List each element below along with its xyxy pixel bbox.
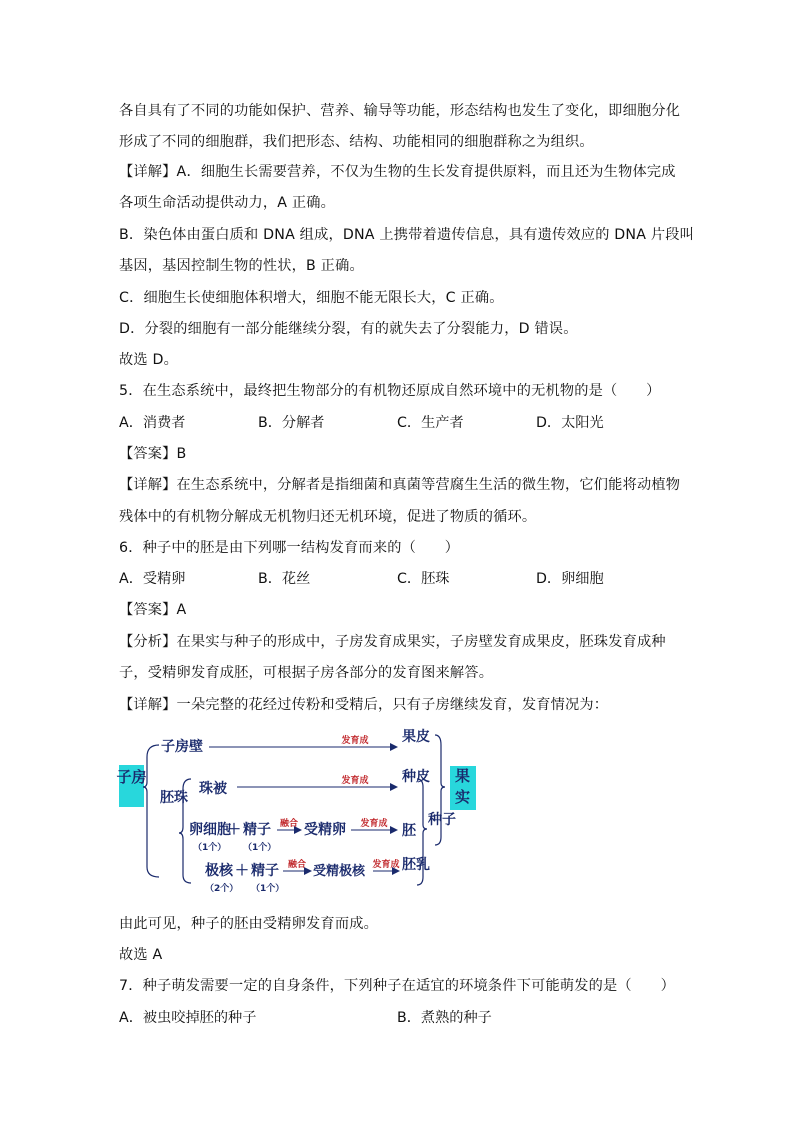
text-line: 【详解】A．细胞生长需要营养，不仅为生物的生长发育提供原料，而且还为生物体完成 [119, 164, 676, 180]
option-b: B．分解者 [258, 415, 325, 431]
option-d: D．卵细胞 [536, 571, 604, 587]
option-b: B．煮熟的种子 [397, 1010, 492, 1026]
seed-coat-label: 种皮 [402, 769, 430, 785]
fuse-label: 融合 [279, 819, 299, 829]
sperm-label: 精子 [251, 863, 279, 879]
text-line: 子，受精卵发育成胚，可根据子房各部分的发育图来解答。 [119, 665, 494, 681]
text-line: 【详解】一朵完整的花经过传粉和受精后，只有子房继续发育，发育情况为： [119, 697, 609, 713]
egg-count: （1个） [193, 843, 227, 853]
text-line: C．细胞生长使细胞体积增大，细胞不能无限长大，C 正确。 [119, 290, 504, 306]
text-line: 残体中的有机物分解成无机物归还无机环境，促进了物质的循环。 [119, 509, 537, 525]
ovary-development-diagram [116, 727, 456, 894]
fertilized-polar-label: 受精极核 [313, 864, 366, 879]
integument-label: 珠被 [199, 781, 227, 797]
fruit-brace [435, 735, 445, 845]
answer: 【答案】A [119, 602, 187, 618]
text-line: 各项生命活动提供动力，A 正确。 [119, 195, 336, 211]
ovary-label: 子房 [116, 768, 147, 786]
embryo-label: 胚 [402, 823, 416, 839]
fuse-label: 融合 [287, 860, 307, 870]
sperm-count: （1个） [243, 843, 277, 853]
text-line: 故选 D。 [119, 352, 178, 368]
option-d: D．太阳光 [536, 415, 604, 431]
option-c: C．生产者 [397, 415, 464, 431]
egg-label: 卵细胞 [189, 822, 231, 838]
text-line: 故选 A [119, 947, 163, 963]
option-a: A．被虫咬掉胚的种子 [119, 1010, 257, 1026]
sperm-count: （1个） [251, 884, 285, 894]
text-line: 各自具有了不同的功能如保护、营养、输导等功能，形态结构也发生了变化，即细胞分化 [119, 103, 681, 119]
answer: 【答案】B [119, 446, 187, 462]
plus-sign: ＋ [227, 822, 241, 838]
ovary-wall-label: 子房壁 [161, 739, 203, 755]
text-line: 【分析】在果实与种子的形成中，子房发育成果实，子房壁发育成果皮，胚珠发育成种 [119, 634, 666, 650]
text-line: 【详解】在生态系统中，分解者是指细菌和真菌等营腐生生活的微生物，它们能将动植物 [119, 477, 681, 493]
pericarp-label-1: 果皮 [402, 729, 430, 745]
option-a: A．消费者 [119, 415, 186, 431]
zygote-label: 受精卵 [304, 822, 346, 838]
develop-label: 发育成 [360, 819, 388, 829]
seed-label: 种子 [428, 812, 456, 828]
ovule-label: 胚珠 [160, 790, 188, 806]
develop-label: 发育成 [341, 776, 369, 786]
develop-label: 发育成 [372, 860, 400, 870]
plus-sign: ＋ [235, 863, 249, 879]
option-b: B．花丝 [258, 571, 311, 587]
question-6: 6．种子中的胚是由下列哪一结构发育而来的（ ） [119, 540, 460, 556]
question-7: 7．种子萌发需要一定的自身条件，下列种子在适宜的环境条件下可能萌发的是（ ） [119, 978, 675, 994]
main-brace [143, 745, 159, 877]
text-line: 形成了不同的细胞群，我们把形态、结构、功能相同的细胞群称之为组织。 [119, 134, 594, 150]
text-line: B．染色体由蛋白质和 DNA 组成，DNA 上携带着遗传信息，具有遗传效应的 DNA 片段叫 [119, 227, 695, 243]
text-line: 基因，基因控制生物的性状，B 正确。 [119, 258, 364, 274]
question-5: 5．在生态系统中，最终把生物部分的有机物还原成自然环境中的无机物的是（ ） [119, 383, 661, 399]
option-c: C．胚珠 [397, 571, 450, 587]
option-a: A．受精卵 [119, 571, 186, 587]
fruit-highlight [450, 766, 476, 810]
text-line: 由此可见，种子的胚由受精卵发育而成。 [119, 916, 378, 932]
polar-nuclei-label: 极核 [205, 863, 233, 879]
develop-label: 发育成 [341, 736, 369, 746]
fruit-label: 果实 [455, 767, 471, 806]
sperm-label: 精子 [243, 822, 271, 838]
polar-count: （2个） [205, 884, 239, 894]
text-line: D．分裂的细胞有一部分能继续分裂，有的就失去了分裂能力，D 错误。 [119, 321, 578, 337]
endosperm-label: 胚乳 [402, 857, 430, 873]
